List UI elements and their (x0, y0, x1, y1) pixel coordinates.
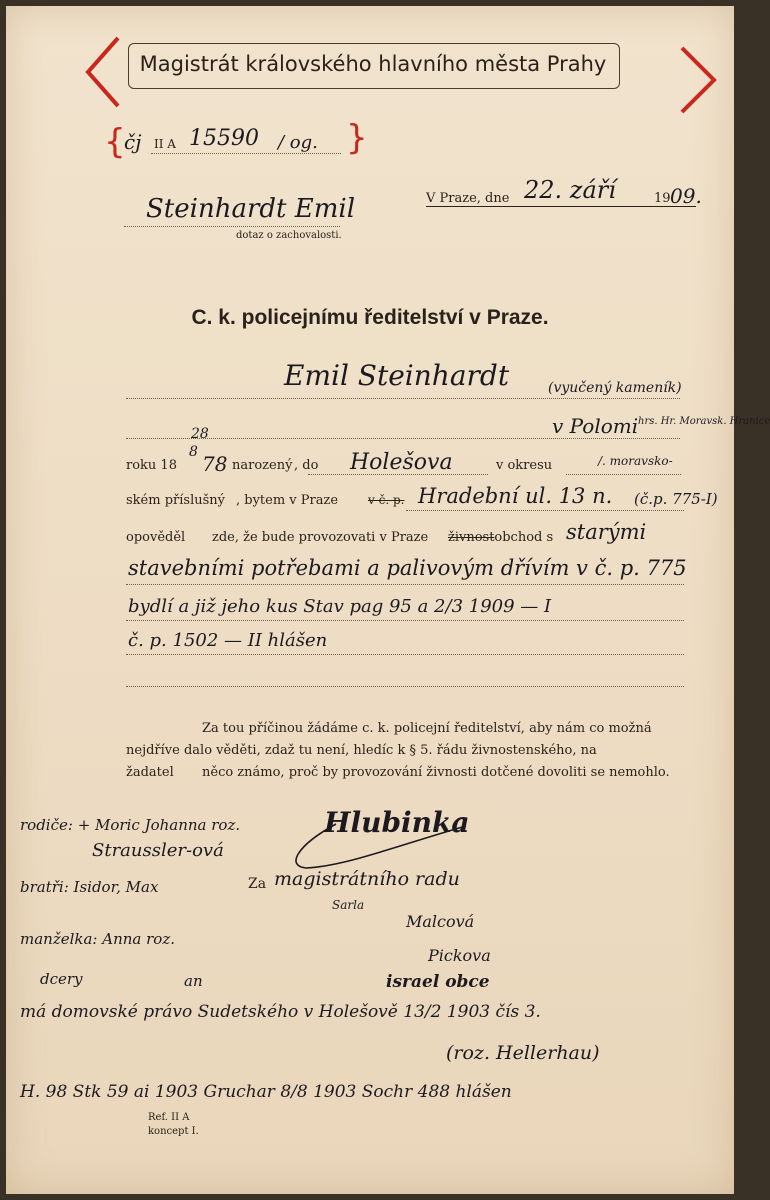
address-hand: Hradební ul. 13 n. (418, 484, 613, 508)
subject-dotted-line (124, 226, 340, 227)
bytem-label: , bytem v Praze (236, 493, 339, 508)
ref-prefix-print: II A (154, 137, 176, 151)
request-line-2: nejdříve dalo věděti, zdaž tu není, hledíc k § 5. řádu živnostenského, na (126, 743, 597, 758)
domicile-hand: Holešova (350, 450, 453, 475)
zde-text: zde, že bude provozovati v Praze (212, 530, 429, 545)
obchod-label: -obchod s (490, 530, 554, 545)
request-line-3b: něco známo, proč by provozování živnosti dotčené dovoliti se nemohlo. (202, 765, 670, 780)
birthplace-note-hand: hrs. Hr. Moravsk. Hranice (638, 416, 770, 427)
footer-ref: Ref. II A (148, 1112, 190, 1123)
note-brothers: bratři: Isidor, Max (20, 878, 159, 896)
address-note-hand: (č.p. 775-I) (634, 490, 718, 508)
person-note-hand: (vyučený kameník) (548, 380, 682, 396)
ref-left-bracket: { (104, 122, 126, 162)
header-title: Magistrát královského hlavního města Prahy (139, 52, 607, 76)
signature-title-hand: magistrátního radu (274, 868, 460, 890)
trade-line-3 (126, 620, 684, 621)
opovedel-label: opověděl (126, 530, 186, 545)
trade-line-5 (126, 686, 684, 687)
request-line-3a: žadatel (126, 765, 174, 780)
district-hand: /. moravsko- (598, 454, 673, 468)
date-year-print: 19 (654, 191, 671, 206)
note-daughters: dcery (40, 970, 83, 988)
struck-cp-label: v č. p. (368, 493, 405, 507)
note-pickova: Pickova (428, 946, 491, 965)
note-malcova: Malcová (406, 912, 475, 931)
domicile-dotted (308, 474, 488, 475)
note-domovske: má domovské právo Sudetského v Holešově 13/2 1903 čís 3. (20, 1002, 541, 1022)
signature-flourish (256, 806, 476, 876)
birth-month-hand: 8 (189, 444, 198, 460)
skemi-label: ském příslušný (126, 493, 225, 508)
address-dotted (406, 510, 684, 511)
document-sheet (6, 6, 770, 1194)
person-name-hand: Emil Steinhardt (284, 359, 510, 392)
ref-suffix-hand: / og. (278, 132, 318, 153)
trade-4-hand: č. p. 1502 — II hlášen (128, 630, 328, 651)
date-underline (426, 206, 696, 207)
ref-right-bracket: } (346, 118, 368, 158)
roku-label: roku 18 (126, 458, 177, 473)
note-roz: (roz. Hellerhau) (446, 1042, 600, 1064)
signature-hand: Hlubinka (324, 806, 470, 839)
birth-year-hand: 78 (202, 452, 228, 476)
narozeny-label: narozený (232, 458, 293, 473)
date-prefix: V Praze, dne (426, 191, 510, 206)
note-wife: manželka: Anna roz. (20, 930, 175, 948)
addressee: C. k. policejnímu ředitelství v Praze. (191, 306, 549, 329)
trade-line-4 (126, 654, 684, 655)
signature-title-print: Za (248, 876, 267, 892)
trade-line-2 (126, 584, 684, 585)
form-line-1 (126, 398, 680, 399)
note-israel-obce: israel obce (386, 972, 490, 992)
ref-number-hand: 15590 (189, 126, 259, 151)
subject-caption: dotaz o zachovalosti. (236, 230, 342, 241)
subject-name-hand: Steinhardt Emil (146, 194, 356, 224)
date-day-month-hand: 22. září (524, 176, 616, 204)
trade-3-hand: bydlí a již jeho kus Stav pag 95 a 2/3 1909 — I (128, 596, 552, 617)
left-red-bracket (88, 38, 118, 106)
district-dotted (566, 474, 681, 475)
form-line-2 (126, 438, 680, 439)
struck-zivnost: živnost (448, 530, 495, 545)
date-year-hand: 09. (670, 184, 702, 208)
birthplace-hand: v Polomi (552, 414, 639, 438)
okresu-label: v okresu (496, 458, 553, 473)
ref-prefix-hand: čj (124, 130, 142, 154)
do-label: , do (294, 458, 319, 473)
note-parents: rodiče: + Moric Johanna roz. (20, 816, 241, 834)
trade-1-hand: starými (566, 520, 647, 544)
request-line-1: Za tou příčinou žádáme c. k. policejní ředitelství, aby nám co možná (202, 721, 652, 736)
note-sarla: Sarla (332, 898, 365, 912)
birth-day-hand: 28 (191, 426, 209, 442)
note-register: H. 98 Stk 59 ai 1903 Gruchar 8/8 1903 Sochr 488 hlášen (20, 1082, 512, 1102)
ref-dotted-line (151, 153, 341, 154)
footer-koncept: koncept I. (148, 1126, 199, 1137)
note-parents-surname: Straussler-ová (92, 840, 224, 861)
right-red-bracket (682, 48, 714, 112)
trade-2-hand: stavebními potřebami a palivovým dřívím v č. p. 775 (128, 556, 687, 580)
note-an: an (184, 972, 203, 990)
